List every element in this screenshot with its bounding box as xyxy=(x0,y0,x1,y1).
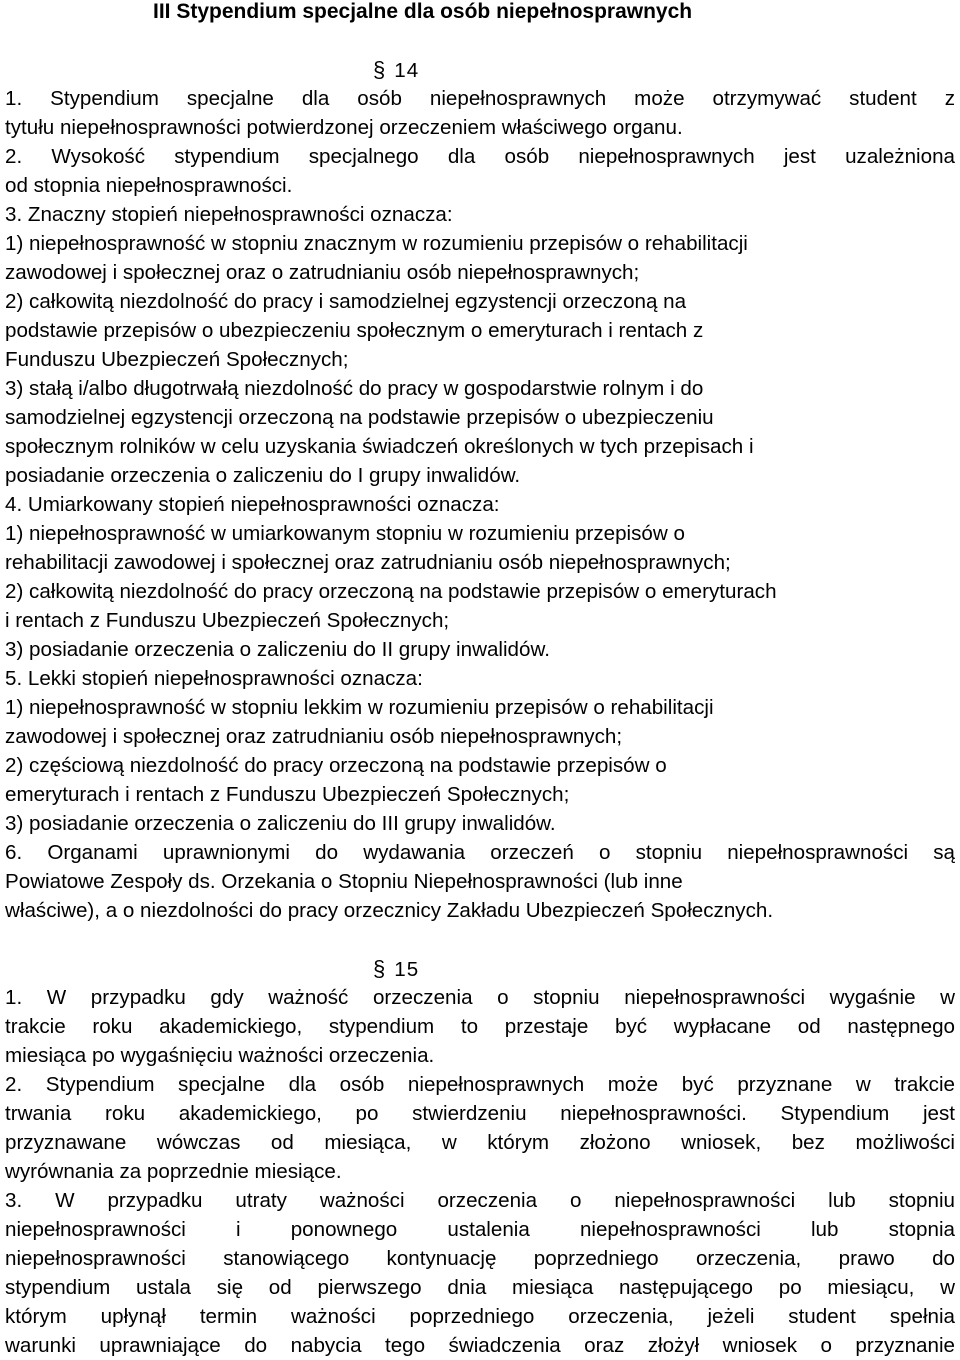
text-line: podstawie przepisów o ubezpieczeniu społecznym o emeryturach i rentach z xyxy=(5,319,704,342)
text-line: 3. Znaczny stopień niepełnosprawności oznacza: xyxy=(5,203,453,226)
text-line: od stopnia niepełnosprawności. xyxy=(5,174,293,197)
text-line: stypendium ustala się od pierwszego dnia miesiąca następującego po miesiącu, w xyxy=(5,1276,955,1299)
text-line: samodzielnej egzystencji orzeczoną na podstawie przepisów o ubezpieczeniu xyxy=(5,406,714,429)
text-line: 2. Stypendium specjalne dla osób niepełnosprawnych może być przyznane w trakcie xyxy=(5,1073,955,1096)
text-line: 1. Stypendium specjalne dla osób niepełnosprawnych może otrzymywać student z xyxy=(5,87,955,110)
text-line: 2) całkowitą niezdolność do pracy orzeczoną na podstawie przepisów o emeryturach xyxy=(5,580,777,603)
text-line: którym upłynął termin ważności poprzedniego orzeczenia, jeżeli student spełnia xyxy=(5,1305,955,1328)
text-line: 5. Lekki stopień niepełnosprawności oznacza: xyxy=(5,667,423,690)
text-line: posiadanie orzeczenia o zaliczeniu do I grupy inwalidów. xyxy=(5,464,521,487)
text-line: społecznym rolników w celu uzyskania świadczeń określonych w tych przepisach i xyxy=(5,435,754,458)
section-sign: § xyxy=(373,956,387,981)
text-line: niepełnosprawności i ponownego ustalenia niepełnosprawności lub stopnia xyxy=(5,1218,955,1241)
text-line: rehabilitacji zawodowej i społecznej oraz zatrudnianiu osób niepełnosprawnych; xyxy=(5,551,731,574)
text-line: trakcie roku akademickiego, stypendium to przestaje być wypłacane od następnego xyxy=(5,1015,955,1038)
text-line: Powiatowe Zespoły ds. Orzekania o Stopniu Niepełnosprawności (lub inne xyxy=(5,870,683,893)
section-15-heading xyxy=(373,954,419,984)
text-line: przyznawane wówczas od miesiąca, w którym złożono wniosek, bez możliwości xyxy=(5,1131,955,1154)
text-line: wyrównania za poprzednie miesiące. xyxy=(5,1160,342,1183)
text-line: 3) posiadanie orzeczenia o zaliczeniu do III grupy inwalidów. xyxy=(5,812,556,835)
section-number: 15 xyxy=(394,958,420,981)
text-line: i rentach z Funduszu Ubezpieczeń Społecznych; xyxy=(5,609,450,632)
text-line: 2. Wysokość stypendium specjalnego dla osób niepełnosprawnych jest uzależniona xyxy=(5,145,955,168)
text-line: zawodowej i społecznej oraz zatrudnianiu osób niepełnosprawnych; xyxy=(5,725,623,748)
text-line: trwania roku akademickiego, po stwierdzeniu niepełnosprawności. Stypendium jest xyxy=(5,1102,955,1125)
text-line: 3) posiadanie orzeczenia o zaliczeniu do II grupy inwalidów. xyxy=(5,638,550,661)
section-sign: § xyxy=(373,57,387,82)
text-line: właściwe), a o niezdolności do pracy orzecznicy Zakładu Ubezpieczeń Społecznych. xyxy=(5,899,774,922)
text-line: emeryturach i rentach z Funduszu Ubezpieczeń Społecznych; xyxy=(5,783,570,806)
text-line: 6. Organami uprawnionymi do wydawania orzeczeń o stopniu niepełnosprawności są xyxy=(5,841,955,864)
text-line: 1) niepełnosprawność w stopniu lekkim w rozumieniu przepisów o rehabilitacji xyxy=(5,696,714,719)
chapter-title: III Stypendium specjalne dla osób niepełnosprawnych xyxy=(153,0,693,23)
text-line: 2) częściową niezdolność do pracy orzeczoną na podstawie przepisów o xyxy=(5,754,667,777)
text-line: 3) stałą i/albo długotrwałą niezdolność do pracy w gospodarstwie rolnym i do xyxy=(5,377,704,400)
text-line: niepełnosprawności stanowiącego kontynuację poprzedniego orzeczenia, prawo do xyxy=(5,1247,955,1270)
text-line: 3. W przypadku utraty ważności orzeczenia o niepełnosprawności lub stopniu xyxy=(5,1189,955,1212)
text-line: warunki uprawniające do nabycia tego świadczenia oraz złożył wniosek o przyznanie xyxy=(5,1334,955,1357)
text-line: 1. W przypadku gdy ważność orzeczenia o stopniu niepełnosprawności wygaśnie w xyxy=(5,986,955,1009)
section-14-heading xyxy=(373,55,419,85)
section-number: 14 xyxy=(394,59,420,82)
text-line: 2) całkowitą niezdolność do pracy i samodzielnej egzystencji orzeczoną na xyxy=(5,290,687,313)
text-line: 1) niepełnosprawność w umiarkowanym stopniu w rozumieniu przepisów o xyxy=(5,522,685,545)
text-line: zawodowej i społecznej oraz o zatrudnianiu osób niepełnosprawnych; xyxy=(5,261,640,284)
text-line: tytułu niepełnosprawności potwierdzonej orzeczeniem właściwego organu. xyxy=(5,116,683,139)
text-line: 4. Umiarkowany stopień niepełnosprawności oznacza: xyxy=(5,493,500,516)
text-line: miesiąca po wygaśnięciu ważności orzeczenia. xyxy=(5,1044,435,1067)
text-line: Funduszu Ubezpieczeń Społecznych; xyxy=(5,348,349,371)
text-line: 1) niepełnosprawność w stopniu znacznym w rozumieniu przepisów o rehabilitacji xyxy=(5,232,748,255)
